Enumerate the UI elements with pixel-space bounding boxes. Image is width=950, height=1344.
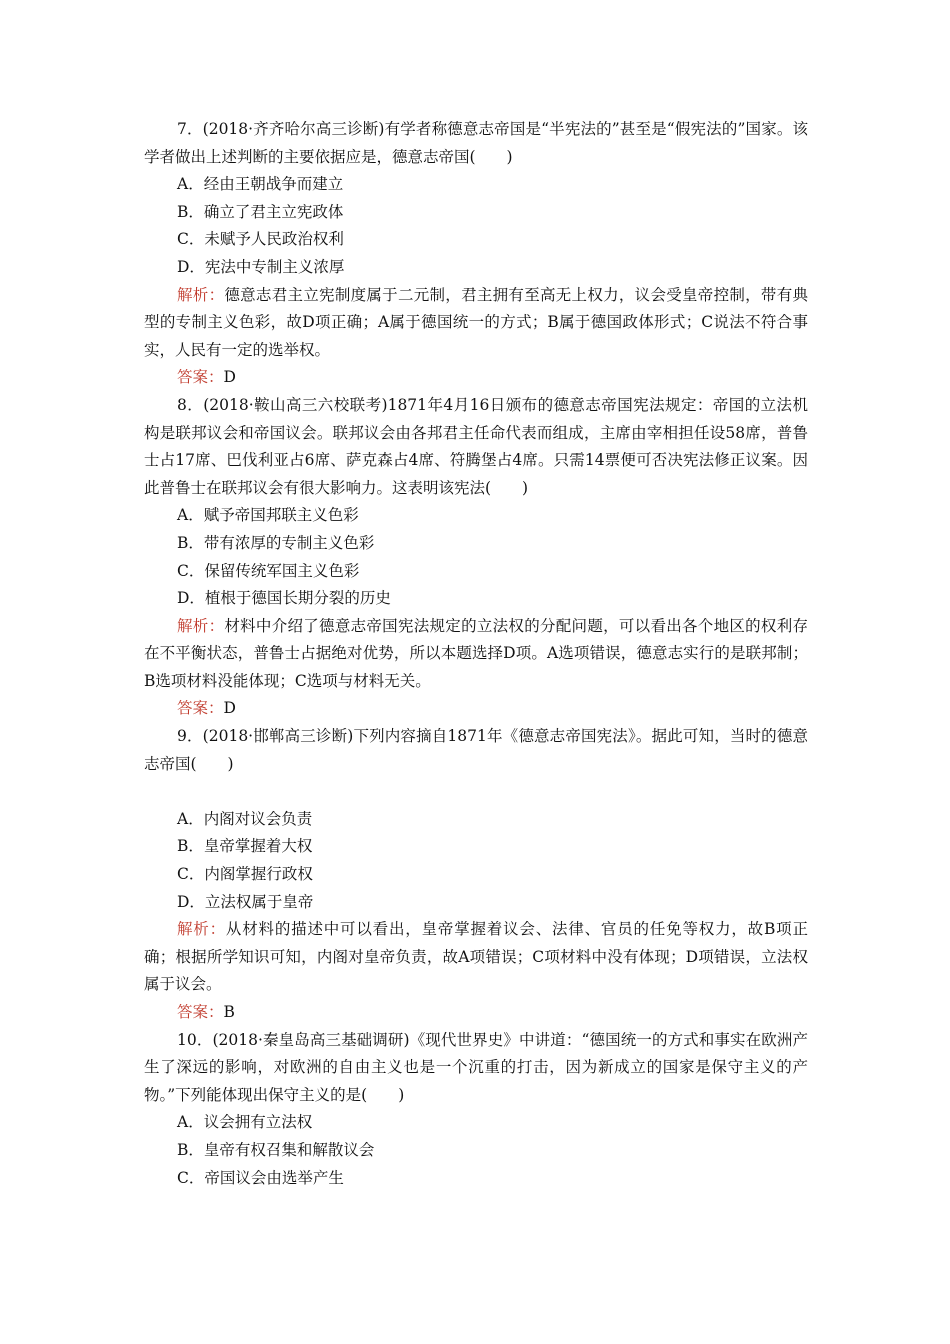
question-9-option-a: A．内阁对议会负责 [177,809,313,828]
explanation-text: 材料中介绍了德意志帝国宪法规定的立法权的分配问题，可以看出各个地区的权利存在不平衡状态，普鲁士占据绝对优势，所以本题选择D项。A选项错误，德意志实行的是联邦制；B选项材料没能体现；C选项与材料无关。 [144,616,808,690]
question-8-stem: 8．(2018·鞍山高三六校联考)1871年4月16日颁布的德意志帝国宪法规定：帝国的立法机构是联邦议会和帝国议会。联邦议会由各邦君主任命代表而组成，主席由宰相担任设58席，普鲁士占17席、巴伐利亚占6席、萨克森占4席、符腾堡占4席。只需14票便可否决宪法修正议案。因此普鲁士在联邦议会有很大影响力。这表明该宪法( ) [144,395,808,497]
question-9-option-c: C．内阁掌握行政权 [177,865,313,884]
explanation-text: 从材料的描述中可以看出，皇帝掌握着议会、法律、官员的任免等权力，故B项正确；根据所学知识可知，内阁对皇帝负责，故A项错误；C项材料中没有体现；D项错误，立法权属于议会。 [144,920,808,994]
answer-label: 答案： [177,1003,224,1021]
question-8-option-a: A．赋予帝国邦联主义色彩 [177,506,359,525]
question-9-option-b: B．皇帝掌握着大权 [177,837,313,856]
explanation-label: 解析： [177,616,225,635]
explanation-label: 解析： [177,920,226,939]
answer-value: D [223,699,236,718]
question-9-option-d: D．立法权属于皇帝 [177,892,314,911]
explanation-text: 德意志君主立宪制度属于二元制，君主拥有至高无上权力，议会受皇帝控制，带有典型的专制主义色彩，故D项正确；A属于德国统一的方式；B属于德国政体形式；C说法不符合事实，人民有一定的选举权。 [144,285,808,359]
answer-label: 答案： [177,368,224,387]
question-9-stem: 9．(2018·邯郸高三诊断)下列内容摘自1871年《德意志帝国宪法》。据此可知，当时的德意志帝国( ) [144,727,808,773]
question-9-explanation [144,916,808,999]
question-7-option-d: D．宪法中专制主义浓厚 [177,257,345,276]
question-9-answer [144,999,808,1027]
question-7-option-b: B．确立了君主立宪政体 [177,202,344,221]
question-7-stem: 7．(2018·齐齐哈尔高三诊断)有学者称德意志帝国是“半宪法的”甚至是“假宪法的”国家。该学者做出上述判断的主要依据应是，德意志帝国( ) [144,120,808,166]
answer-label: 答案： [177,699,224,718]
question-7-option-a: A．经由王朝战争而建立 [177,175,344,194]
question-8-explanation [144,613,808,696]
explanation-label: 解析： [177,285,225,304]
question-content [144,116,808,1192]
missing-material-gap [144,778,808,806]
question-10-stem: 10．(2018·秦皇岛高三基础调研)《现代世界史》中讲道：“德国统一的方式和事实在欧洲产生了深远的影响，对欧洲的自由主义也是一个沉重的打击，因为新成立的国家是保守主义的产物。”下列能体现出保守主义的是( ) [144,1030,808,1104]
question-8-option-d: D．植根于德国长期分裂的历史 [177,589,391,608]
question-8-option-c: C．保留传统军国主义色彩 [177,561,360,580]
question-7-explanation [144,282,808,365]
question-7-option-c: C．未赋予人民政治权利 [177,230,344,249]
question-10-option-c: C．帝国议会由选举产生 [177,1168,344,1187]
question-10-option-a: A．议会拥有立法权 [177,1113,313,1132]
answer-value: B [223,1003,235,1021]
question-8-option-b: B．带有浓厚的专制主义色彩 [177,533,375,552]
question-7-answer [144,364,808,392]
question-8-answer [144,695,808,723]
question-10-option-b: B．皇帝有权召集和解散议会 [177,1140,375,1159]
answer-value: D [223,368,236,387]
